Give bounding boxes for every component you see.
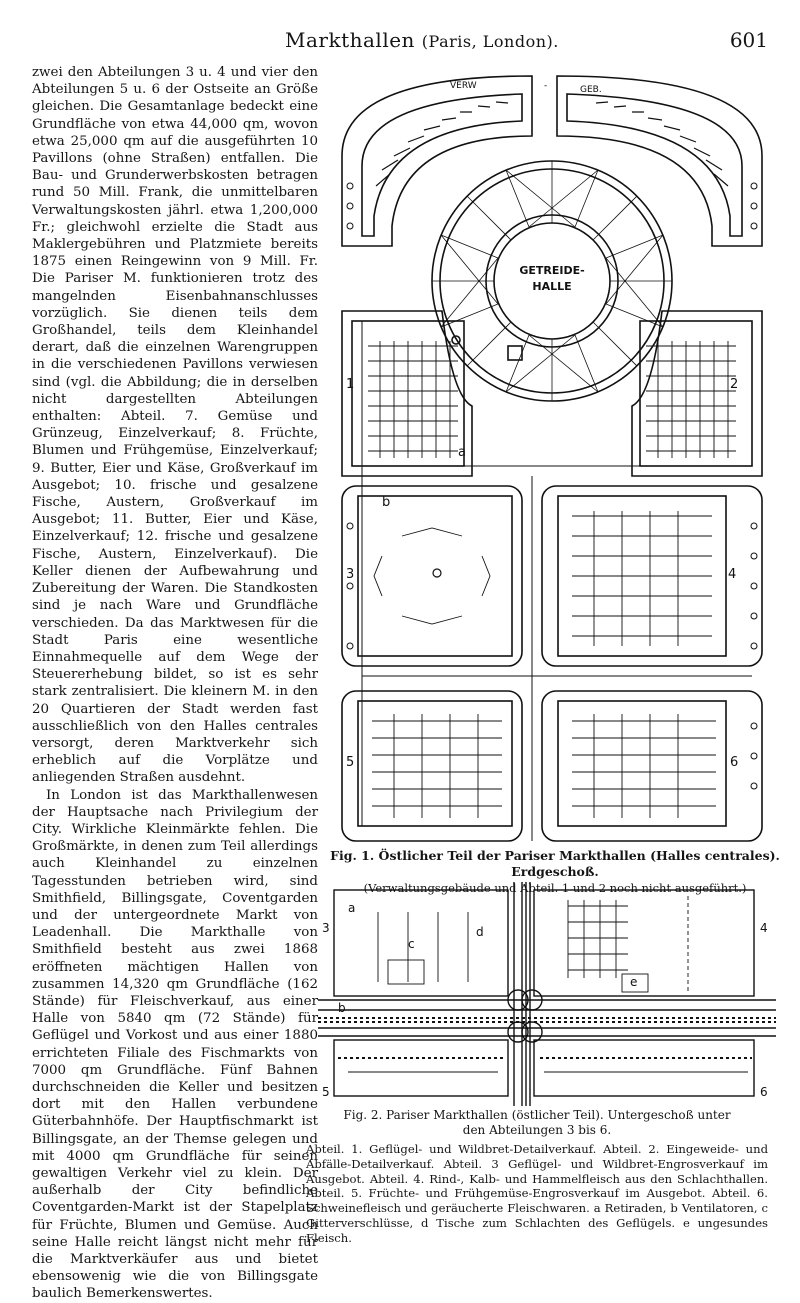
fig1-num-3: 3	[346, 567, 355, 582]
fig2-label-d: d	[476, 925, 484, 939]
fig1-label-dash: -	[544, 81, 548, 91]
paragraph-paris: zwei den Abteilungen 3 u. 4 und vier den Abteilungen 5 u. 6 der Ostseite an Größe gleichen. Die Gesamtanlage bedeckt eine Grundfläche von etwa 44,000 qm, wovon etwa 25,000 qm auf die ausgeführten 10 Pavillons (ohne Straßen) entfallen. Die Bau- und Grunderwerbskosten betragen rund 50 Mill. Frank, die unmittelbaren Verwaltungskosten jährl. etwa 1,200,000 Fr.; gleichwohl erzielte die Stadt aus Maklergebühren und Platzmiete bereits 1875 einen Reingewinn von 9 Mill. Fr. Die Pariser M. funktionieren trotz des mangelnden Eisenbahnanschlusses vorzüglich. Sie dienen teils dem Großhandel, teils dem Kleinhandel derart, daß die einzelnen Warengruppen in die verschiedenen Pavillons verwiesen sind (vgl. die Abbildung; die in derselben nicht dargestellten Abteilungen enthalten: Abteil. 7. Gemüse und Grünzeug, Einzelverkauf; 8. Früchte, Blumen und Frühgemüse, Einzelverkauf; 9. Butter, Eier und Käse, Großverkauf im Ausgebot; 10. frische und gesalzene Fische, Austern, Großverkauf im Ausgebot; 11. Butter, Eier und Käse, Einzelverkauf; 12. frische und gesalzene Fische, Austern, Einzelverkauf). Die Keller dienen der Aufbewahrung und Zubereitung der Waren. Die Standkosten sind je nach Ware und Grundfläche verschieden. Da das Marktwesen für die Stadt Paris eine wesentliche Einnahmequelle auf dem Wege der Steuererhebung bildet, so ist es sehr stark zentralisiert. Die kleinern M. in den 20 Quartieren der Stadt werden fast ausschließlich von den Halles centrales versorgt, deren Marktverkehr sich erheblich auf die Vorplätze und anliegenden Straßen ausdehnt.	[32, 65, 318, 786]
fig2-num-4: 4	[760, 921, 768, 935]
fig1-num-6: 6	[730, 755, 739, 770]
figure-2-plan	[318, 882, 776, 1106]
fig1-num-2: 2	[730, 377, 739, 392]
figure-1-plan	[332, 66, 772, 846]
figure-1-caption: Fig. 1. Östlicher Teil der Pariser Markthallen (Halles centrales). Erdgeschoß. (Verwaltungsgebäude und Abteil. 1 und 2 noch nicht ausgeführt.)	[330, 848, 780, 895]
fig1-label-verw: VERW	[450, 81, 477, 91]
pavilion-6	[542, 691, 762, 841]
fig1-num-5: 5	[346, 755, 355, 770]
admin-wing-left	[342, 76, 532, 246]
admin-wing-right	[557, 76, 762, 246]
fig1-label-geb: GEB.	[580, 85, 602, 95]
fig1-num-4: 4	[728, 567, 737, 582]
fig1-halle-line2: HALLE	[532, 280, 572, 293]
paragraph-london: In London ist das Markthallenwesen der Hauptsache nach Privilegium der City. Wirkliche Kleinmärkte fehlen. Die Großmärkte, in denen zum Teil allerdings auch Kleinhandel zu einzelnen Tagesstunden betrieben wird, sind Smithfield, Billingsgate, Coventgarden und der untergeordnete Markt von Leadenhall. Die Markthalle von Smithfield besteht aus zwei 1868 eröffneten mächtigen Hallen von zusammen 14,320 qm Grundfläche (162 Stände) für Fleischverkauf, aus einer Halle von 5840 qm (72 Stände) für Geflügel und Vorkost und aus einer 1880 errichteten Filiale des Fischmarkts von 7000 qm Grundfläche. Fünf Bahnen durchschneiden die Keller und besitzen dort mit den Hallen verbundene Güterbahnhöfe. Der Hauptfischmarkt ist Billingsgate, an der Themse gelegen und mit 4000 qm Grundfläche für seinen gewaltigen Verkehr viel zu klein. Der außerhalb der City befindliche Coventgarden-Markt ist der Stapelplatz für Früchte, Blumen und Gemüse. Auch seine Halle reicht längst nicht mehr für die Marktverkäufer aus und bietet ebensowenig wie die von Billingsgate baulich Bemerkenswertes.	[32, 787, 318, 1302]
pavilion-5	[342, 691, 522, 841]
fig1-halle-line1: GETREIDE-	[519, 264, 585, 277]
figure-2-caption: Fig. 2. Pariser Markthallen (östlicher Teil). Untergeschoß unter den Abteilungen 3 bis 6.	[343, 1108, 731, 1137]
page-title: Markthallen (Paris, London).	[285, 28, 559, 52]
text-column	[32, 64, 318, 1303]
fig2-num-6: 6	[760, 1085, 768, 1099]
fig2-num-3: 3	[322, 921, 330, 935]
fig1-label-b: b	[382, 495, 391, 510]
page-number: 601	[729, 28, 768, 52]
fig2-label-b: b	[338, 1001, 346, 1015]
running-header	[0, 28, 800, 56]
figure-legend: Abteil. 1. Geflügel- und Wildbret-Detailverkauf. Abteil. 2. Eingeweide- und Abfälle-Detailverkauf. Abteil. 3 Geflügel- und Wildbret-Engrosverkauf im Ausgebot. Abteil. 4. Rind-, Kalb- und Hammelfleisch aus den Schlachthallen. Abteil. 5. Früchte- und Frühgemüse-Engrosverkauf im Ausgebot. Abteil. 6. Schweinefleisch und geräucherte Fleischwaren. a Retiraden, b Ventilatoren, c Gitterverschlüsse, d Tische zum Schlachten des Geflügels. e ungesundes Fleisch.	[306, 1142, 768, 1245]
fig1-num-1: 1	[346, 377, 355, 392]
fig2-num-5: 5	[322, 1085, 330, 1099]
fig2-label-c: c	[408, 937, 415, 951]
fig2-label-e: e	[630, 975, 638, 989]
fig2-label-a: a	[348, 901, 356, 915]
fig1-label-a: a	[458, 445, 466, 460]
pavilion-3	[342, 486, 522, 666]
